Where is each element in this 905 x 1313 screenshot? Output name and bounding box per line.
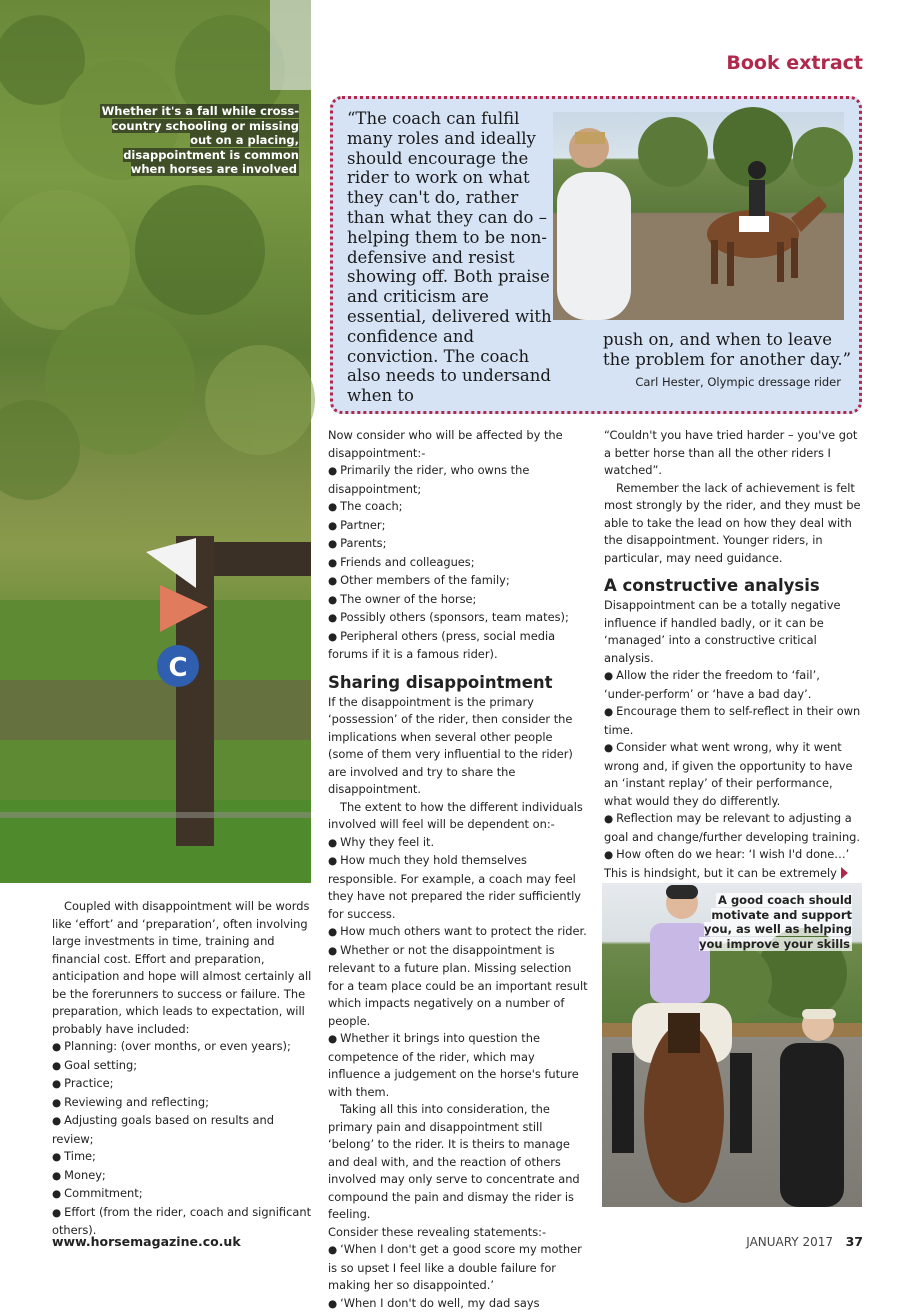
paragraph: Remember the lack of achievement is felt most strongly by the rider, and they must be able to take the lead on how they deal with the disappointment. Younger riders, in particular, may need guidance. [604,480,862,568]
pull-quote-tail: push on, and when to leave the problem for another day.” [603,330,853,370]
arena-illustration [553,112,844,320]
list-item: ● Why they feel it. [328,834,590,853]
coach-photo-caption: A good coach should motivate and support you, as well as helping you improve your skills [692,893,852,951]
list-item: ● Partner; [328,517,590,536]
footer-date: JANUARY 2017 [746,1235,833,1249]
list-item: ● Primarily the rider, who owns the disappointment; [328,462,590,498]
list-item: ● Adjusting goals based on results and review; [52,1112,314,1148]
paragraph: Taking all this into consideration, the primary pain and disappointment still ‘belong’ to the rider. It is theirs to manage and deal with, and the reaction of others involved may only serve to concentrate and compound the pain and dismay the rider is feeling. [328,1101,590,1224]
list-item: ● ‘When I don't get a good score my mother is so upset I feel like a double failure for making her so disappointed.’ [328,1241,590,1295]
course-letter: C [168,653,187,683]
list-item: ● Reflection may be relevant to adjusting a goal and change/further developing training. [604,810,862,846]
coach-photo [602,883,862,1207]
list-item: ● Allow the rider the freedom to ‘fail’, ‘under-perform’ or ‘have a bad day’. [604,667,862,703]
list-item: ● Whether it brings into question the competence of the rider, which may influence a judgement on the horse's future with them. [328,1030,590,1101]
list-item: ● Consider what went wrong, why it went wrong and, if given the opportunity to have an ‘instant replay’ of their performance, what would they do differently. [604,739,862,810]
list-item: ● How much they hold themselves responsible. For example, a coach may feel they have not prepared the rider sufficiently for success. [328,852,590,923]
list-item: ● Possibly others (sponsors, team mates); [328,609,590,628]
list-item [604,846,862,882]
column-middle [328,427,590,1313]
footer-url[interactable]: www.horsemagazine.co.uk [52,1234,241,1249]
white-flag-marker [146,538,196,588]
list-item: ● The coach; [328,498,590,517]
list-item: ● Parents; [328,535,590,554]
paragraph: Now consider who will be affected by the disappointment:- [328,427,590,462]
list-item: ● Time; [52,1148,314,1167]
pull-quote-box [330,96,862,414]
list-item: ● The owner of the horse; [328,591,590,610]
list-item: ● How much others want to protect the rider. [328,923,590,942]
list-item: ● Goal setting; [52,1057,314,1076]
paragraph: “Couldn't you have tried harder – you've got a better horse than all the other riders I watched”. [604,427,862,480]
list-item: ● Reviewing and reflecting; [52,1094,314,1113]
hedge-photo [0,0,311,883]
paragraph: Consider these revealing statements:- [328,1224,590,1242]
list-item: ● Practice; [52,1075,314,1094]
section-label: Book extract [726,52,863,74]
list-item: ● Encourage them to self-reflect in their own time. [604,703,862,739]
list-item: ● Peripheral others (press, social media forums if it is a famous rider). [328,628,590,664]
paragraph: The extent to how the different individuals involved will feel will be dependent on:- [328,799,590,834]
section-heading: A constructive analysis [604,576,862,596]
paragraph: Disappointment can be a totally negative influence if handled badly, or it can be ‘managed’ into a constructive critical analysis. [604,597,862,667]
list-item: ● Money; [52,1167,314,1186]
list-item: ● Effort (from the rider, coach and significant others). [52,1204,314,1240]
section-heading: Sharing disappointment [328,673,590,693]
column-right [604,427,862,882]
list-item: ● Other members of the family; [328,572,590,591]
arena-photo [553,112,844,320]
list-item: ● Whether or not the disappointment is relevant to a future plan. Missing selection for a team place could be an important result which impacts negatively on a number of people. [328,942,590,1031]
paragraph: If the disappointment is the primary ‘possession’ of the rider, then consider the implications when several other people (some of them very influential to the rider) are involved and try to share the disappointment. [328,694,590,799]
hedge-photo-caption: Whether it's a fall while cross-country schooling or missing out on a placing, disappointment is common when horses are involved [99,104,299,177]
pull-quote-text: “The coach can fulfil many roles and ideally should encourage the rider to work on what they can't do, rather than what they can do – helping them to be non-defensive and resist showing off. Both praise and criticism are essential, delivered with confidence and conviction. The coach also needs to undersand when to [347,109,557,406]
list-item: ● Commitment; [52,1185,314,1204]
column-left [52,898,314,1240]
list-item: ● ‘When I don't do well, my dad says [328,1295,590,1313]
continue-arrow-icon [841,867,848,879]
list-item: ● Planning: (over months, or even years); [52,1038,314,1057]
page-number: 37 [846,1234,863,1249]
paragraph: Coupled with disappointment will be words like ‘effort’ and ‘preparation’, often involving large investments in time, training and financial cost. Effort and preparation, anticipation and hope will almost certainly all be the forerunners to success or failure. The preparation, which leads to expectation, will probably have included: [52,898,314,1038]
list-item-text: How often do we hear: ‘I wish I'd done…’ This is hindsight, but it can be extremely [604,847,849,880]
list-item: ● Friends and colleagues; [328,554,590,573]
pull-quote-attribution: Carl Hester, Olympic dressage rider [635,375,841,389]
